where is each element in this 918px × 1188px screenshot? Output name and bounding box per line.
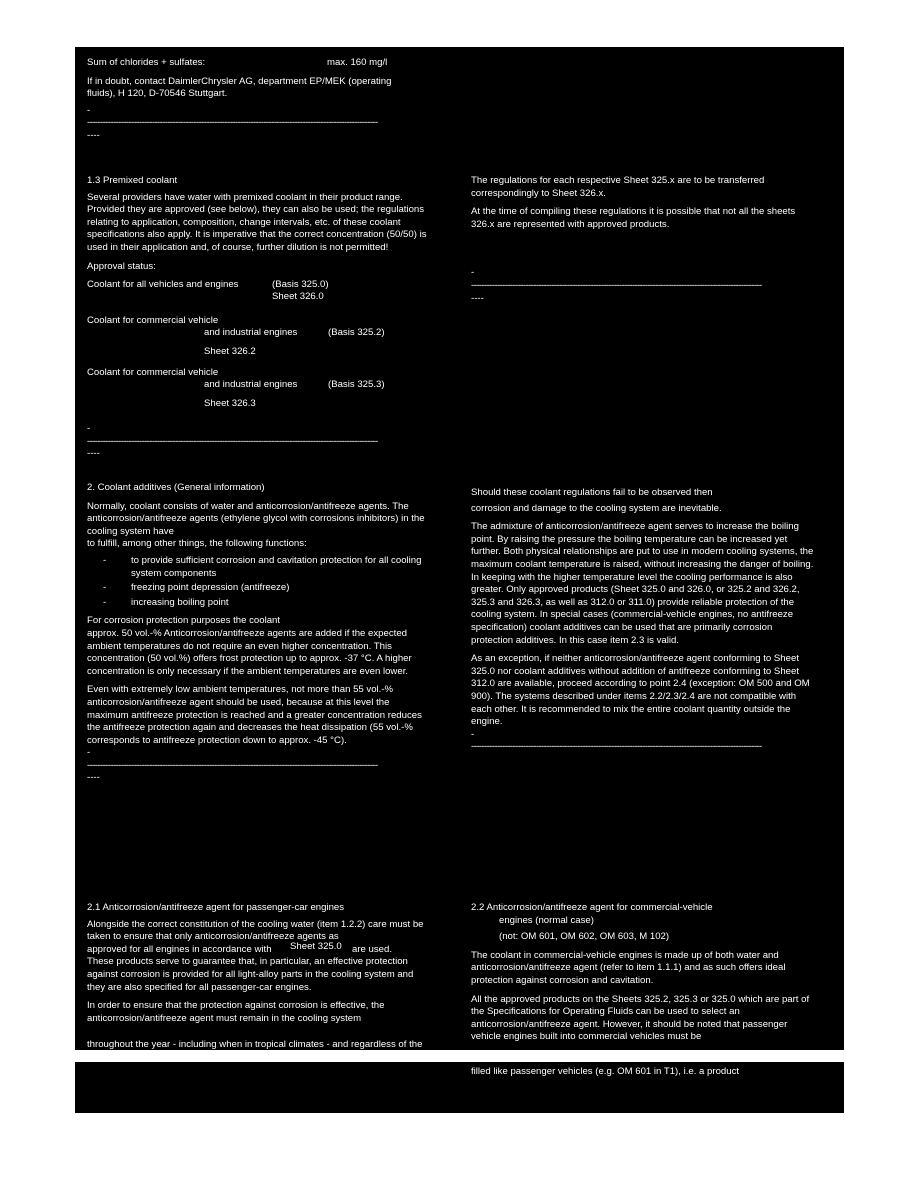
separator-end: ---- xyxy=(87,129,100,141)
section-heading: 2.2 Anticorrosion/antifreeze agent for commercial-vehicle xyxy=(471,902,713,913)
cv-para-1: The coolant in commercial-vehicle engines is made up of both water and anticorrosion/antifreeze agent (refer to item 1.1.1) and as such offers ideal protection against corrosion and cavitation. xyxy=(471,949,786,986)
separator-rule: ---------------------------------------------------------------------------------------------------------------- xyxy=(87,117,378,129)
separator-rule: ---------------------------------------------------------------------------------------------------------------- xyxy=(87,435,378,447)
pc-para-1b: approved for all engines in accordance with xyxy=(87,943,272,955)
approval-all-label: Coolant for all vehicles and engines xyxy=(87,279,239,291)
list-item: - increasing boiling point xyxy=(103,597,429,610)
approval-cv2-basis: (Basis 325.3) xyxy=(328,379,385,391)
separator-rule: ---------------------------------------------------------------------------------------------------------------- xyxy=(471,279,762,291)
separator-dash: - xyxy=(87,747,91,759)
approval-cv1-basis: (Basis 325.2) xyxy=(328,327,385,339)
approval-cv1-sub: and industrial engines xyxy=(204,327,298,339)
premixed-body: Several providers have water with premixed coolant in their product range. Provided they are approved (see below), they can also be used; the regulations relating to application, composition, change intervals, etc. of these coolant specifications also apply. It is imperative that the correct concentration (50/50) is used in their application and, of course, further dilution is not permitted! xyxy=(87,191,427,253)
cv-para-2: All the approved products on the Sheets 325.2, 325.3 or 325.0 which are part of the Specifications for Operating Fluids can be used to select an anticorrosion/antifreeze agent. However, it should be noted that passenger vehicle engines built into commercial vehicles must be xyxy=(471,993,810,1043)
chlorides-value: max. 160 mg/l xyxy=(327,57,388,68)
section-heading: 2. Coolant additives (General information) xyxy=(87,482,265,493)
pc-para-1c: are used. xyxy=(352,943,393,955)
approval-cv1-sheet: Sheet 326.2 xyxy=(204,346,256,358)
premixed-right-block xyxy=(471,175,816,305)
approval-cv1-label: Coolant for commercial vehicle xyxy=(87,315,219,327)
additives-right-c: The admixture of anticorrosion/antifreeze agent serves to increase the boiling point. By raising the pressure the boiling temperature can be increased yet further. Both physical relationships are put to use in modern cooling systems, the maximum coolant temperature is raised, without increasing the danger of boiling. In keeping with the higher temperature level the cooling performance is also greater. Only approved products (Sheet 325.0 and 326.0, or 325.2 and 326.2, 325.3 and 326.3, as well as 312.0 or 311.0) provide reliable protection of the cooling system. In special cases (commercial-vehicle engines, no antifreeze specification) coolant additives can be used that are primarily corrosion protection additives. In this case item 2.3 is valid. xyxy=(471,521,814,646)
approval-row-all xyxy=(87,279,427,313)
pc-para-3: throughout the year - including when in tropical climates - and regardless of the xyxy=(87,1039,423,1051)
list-item: - freezing point depression (antifreeze) xyxy=(103,582,429,595)
additives-intro-2: to fulfill, among other things, the following functions: xyxy=(87,538,307,550)
section-heading: 1.3 Premixed coolant xyxy=(87,175,178,186)
additives-para-b: approx. 50 vol.-% Anticorrosion/antifreeze agents are added if the expected ambient temperatures do not require an even higher concentration. This concentration (50 vol.%) offers frost protection up to approx. -37 °C. A higher concentration is only necessary if the ambient temperatures are even lower. xyxy=(87,627,412,677)
additives-right-block xyxy=(471,487,816,754)
document-page xyxy=(75,47,844,1113)
water-spec-block xyxy=(87,57,447,143)
section-heading: 2.1 Anticorrosion/antifreeze agent for passenger-car engines xyxy=(87,902,345,913)
cv-not-note: (not: OM 601, OM 602, OM 603, M 102) xyxy=(499,931,670,943)
separator-dash: - xyxy=(471,267,475,279)
approval-row-cv1 xyxy=(87,315,427,367)
separator-rule: ---------------------------------------------------------------------------------------------------------------- xyxy=(87,759,378,771)
additives-intro-1: Normally, coolant consists of water and anticorrosion/antifreeze agents. The anticorrosion/antifreeze agents (ethylene glycol with corrosions inhibitors) in the cooling system have xyxy=(87,500,425,537)
premixed-right-1: The regulations for each respective Sheet 325.x are to be transferred correspondingly to Sheet 326.x. xyxy=(471,175,765,199)
premixed-section xyxy=(87,175,427,461)
pc-para-2: In order to ensure that the protection against corrosion is effective, the anticorrosion/antifreeze agent must remain in the cooling system xyxy=(87,1000,385,1024)
separator-end: ---- xyxy=(471,292,484,304)
approval-cv2-sheet: Sheet 326.3 xyxy=(204,398,256,410)
pc-para-1a: Alongside the correct constitution of the cooling water (item 1.2.2) care must be taken to ensure that only anticorrosion/antifreeze agents as xyxy=(87,918,424,943)
separator-dash: - xyxy=(87,423,91,435)
contact-note: If in doubt, contact DaimlerChrysler AG, department EP/MEK (operating fluids), H 120, D-70546 Stuttgart. xyxy=(87,75,392,100)
additives-right-a: Should these coolant regulations fail to be observed then xyxy=(471,487,713,498)
list-item: - to provide sufficient corrosion and cavitation protection for all cooling system components xyxy=(103,555,429,580)
separator-end: ---- xyxy=(87,772,100,784)
approval-all-sheet: Sheet 326.0 xyxy=(272,291,324,303)
separator-dash: - xyxy=(471,728,475,740)
functions-list xyxy=(87,555,429,609)
approval-status: Approval status: xyxy=(87,260,156,272)
additives-section xyxy=(87,482,429,785)
page-break-gap xyxy=(75,1050,844,1062)
approval-cv2-sub: and industrial engines xyxy=(204,379,298,391)
chlorides-label: Sum of chlorides + sulfates: xyxy=(87,57,206,68)
approval-row-cv2 xyxy=(87,367,427,423)
premixed-right-2: At the time of compiling these regulations it is possible that not all the sheets 326.x are represented with approved products. xyxy=(471,206,796,230)
additives-para-a: For corrosion protection purposes the coolant xyxy=(87,615,281,627)
approval-cv2-label: Coolant for commercial vehicle xyxy=(87,367,219,379)
cv-para-3: filled like passenger vehicles (e.g. OM 601 in T1), i.e. a product xyxy=(471,1065,740,1077)
pc-section xyxy=(87,902,432,1065)
additives-right-b: corrosion and damage to the cooling system are inevitable. xyxy=(471,502,722,514)
cv-heading-2: engines (normal case) xyxy=(499,914,594,926)
separator-rule: ---------------------------------------------------------------------------------------------------------------- xyxy=(471,741,762,753)
separator-dash: - xyxy=(87,104,91,116)
pc-sheet-ref: Sheet 325.0 xyxy=(290,940,342,952)
separator-end: ---- xyxy=(87,448,100,460)
approval-all-basis: (Basis 325.0) xyxy=(272,279,329,291)
additives-para-c: Even with extremely low ambient temperatures, not more than 55 vol.-% anticorrosion/antifreeze agent should be used, because at this level the maximum antifreeze protection is reached and a greater concentration reduces the antifreeze protection again and decreases the heat dissipation (55 vol.-% corresponds to antifreeze protection down to approx. -45 °C). xyxy=(87,684,422,746)
additives-right-d: As an exception, if neither anticorrosion/antifreeze agent conforming to Sheet 325.0 nor coolant additives without addition of antifreeze conforming to Sheet 312.0 are available, proceed according to point 2.4 (exception: OM 500 and OM 900). The systems described under items 2.2/2.3/2.4 are not compatible with each other. It is recommended to mix the entire coolant quantity outside the engine. xyxy=(471,653,810,728)
pc-para-1d: These products serve to guarantee that, in particular, an effective protection against corrosion is provided for all light-alloy parts in the cooling system and they are also specified for all passenger-car engines. xyxy=(87,956,414,993)
